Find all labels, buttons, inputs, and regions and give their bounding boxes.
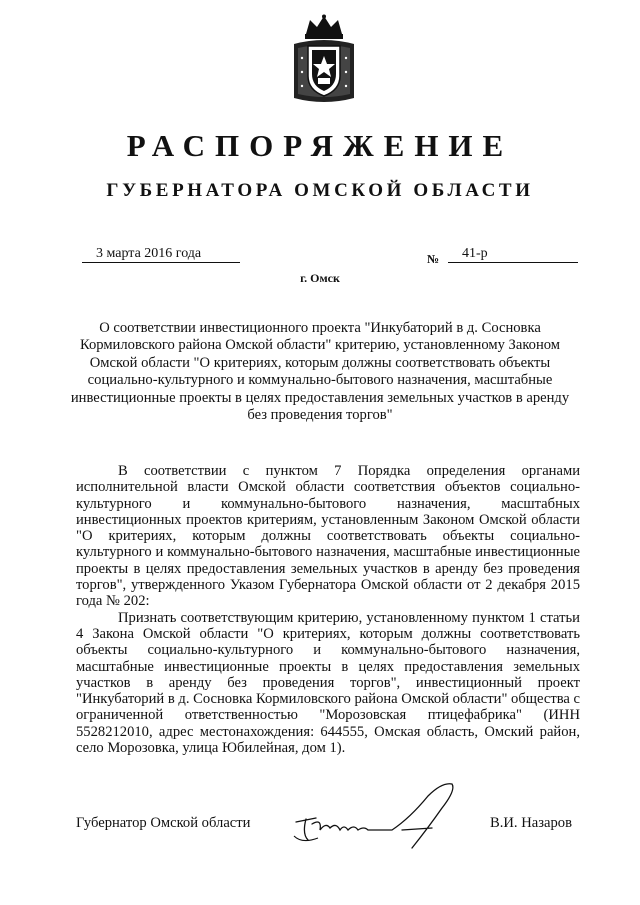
signatory-position: Губернатор Омской области	[76, 815, 251, 831]
signature-icon	[282, 778, 472, 856]
document-subject: О соответствии инвестиционного проекта "Инкубаторий в д. Сосновка Кормиловского района Омской области" критерию, установленному Законом Омской области "О критериях, которым должны соответствовать объекты социально-культурного и коммунально-бытового назначения, масштабные инвестиционные проекты в целях предоставления земельных участков в аренду без проведения торгов"	[70, 320, 570, 424]
document-subtitle: ГУБЕРНАТОРА ОМСКОЙ ОБЛАСТИ	[106, 180, 534, 201]
number-text: 41-р	[462, 246, 488, 261]
signatory-name: В.И. Назаров	[490, 815, 572, 831]
document-title: РАСПОРЯЖЕНИЕ	[126, 128, 514, 163]
document-body	[76, 463, 580, 756]
date-text: 3 марта 2016 года	[96, 246, 202, 261]
document-city: г. Омск	[300, 271, 340, 285]
body-paragraph-1: В соответствии с пунктом 7 Порядка определения органами исполнительной власти Омской области соответствия объектов социально-культурного и коммунально-бытового назначения, масштабных инвестиционных проектов критериям, установленным Законом Омской области "О критериях, которым должны соответствовать объекты социально-культурного и коммунально-бытового назначения, масштабные инвестиционные проекты в целях предоставления земельных участков в аренду без проведения торгов", утвержденного Указом Губернатора Омской области от 2 декабря 2015 года № 202:	[76, 463, 580, 610]
number-label: №	[427, 252, 440, 266]
coat-of-arms-icon	[290, 14, 358, 106]
body-paragraph-2: Признать соответствующим критерию, установленному пунктом 1 статьи 4 Закона Омской области "О критериях, которым должны соответствовать объекты социально-культурного и коммунально-бытового назначения, масштабные инвестиционные проекты в целях предоставления земельных участков в аренду без проведения торгов", инвестиционный проект "Инкубаторий в д. Сосновка Кормиловского района Омской области" общества с ограниченной ответственностью "Морозовская птицефабрика" (ИНН 5528212010, адрес местонахождения: 644555, Омская область, Омский район, село Морозовка, улица Юбилейная, дом 1).	[76, 609, 581, 757]
document-date	[82, 246, 240, 263]
document-number	[448, 246, 578, 263]
